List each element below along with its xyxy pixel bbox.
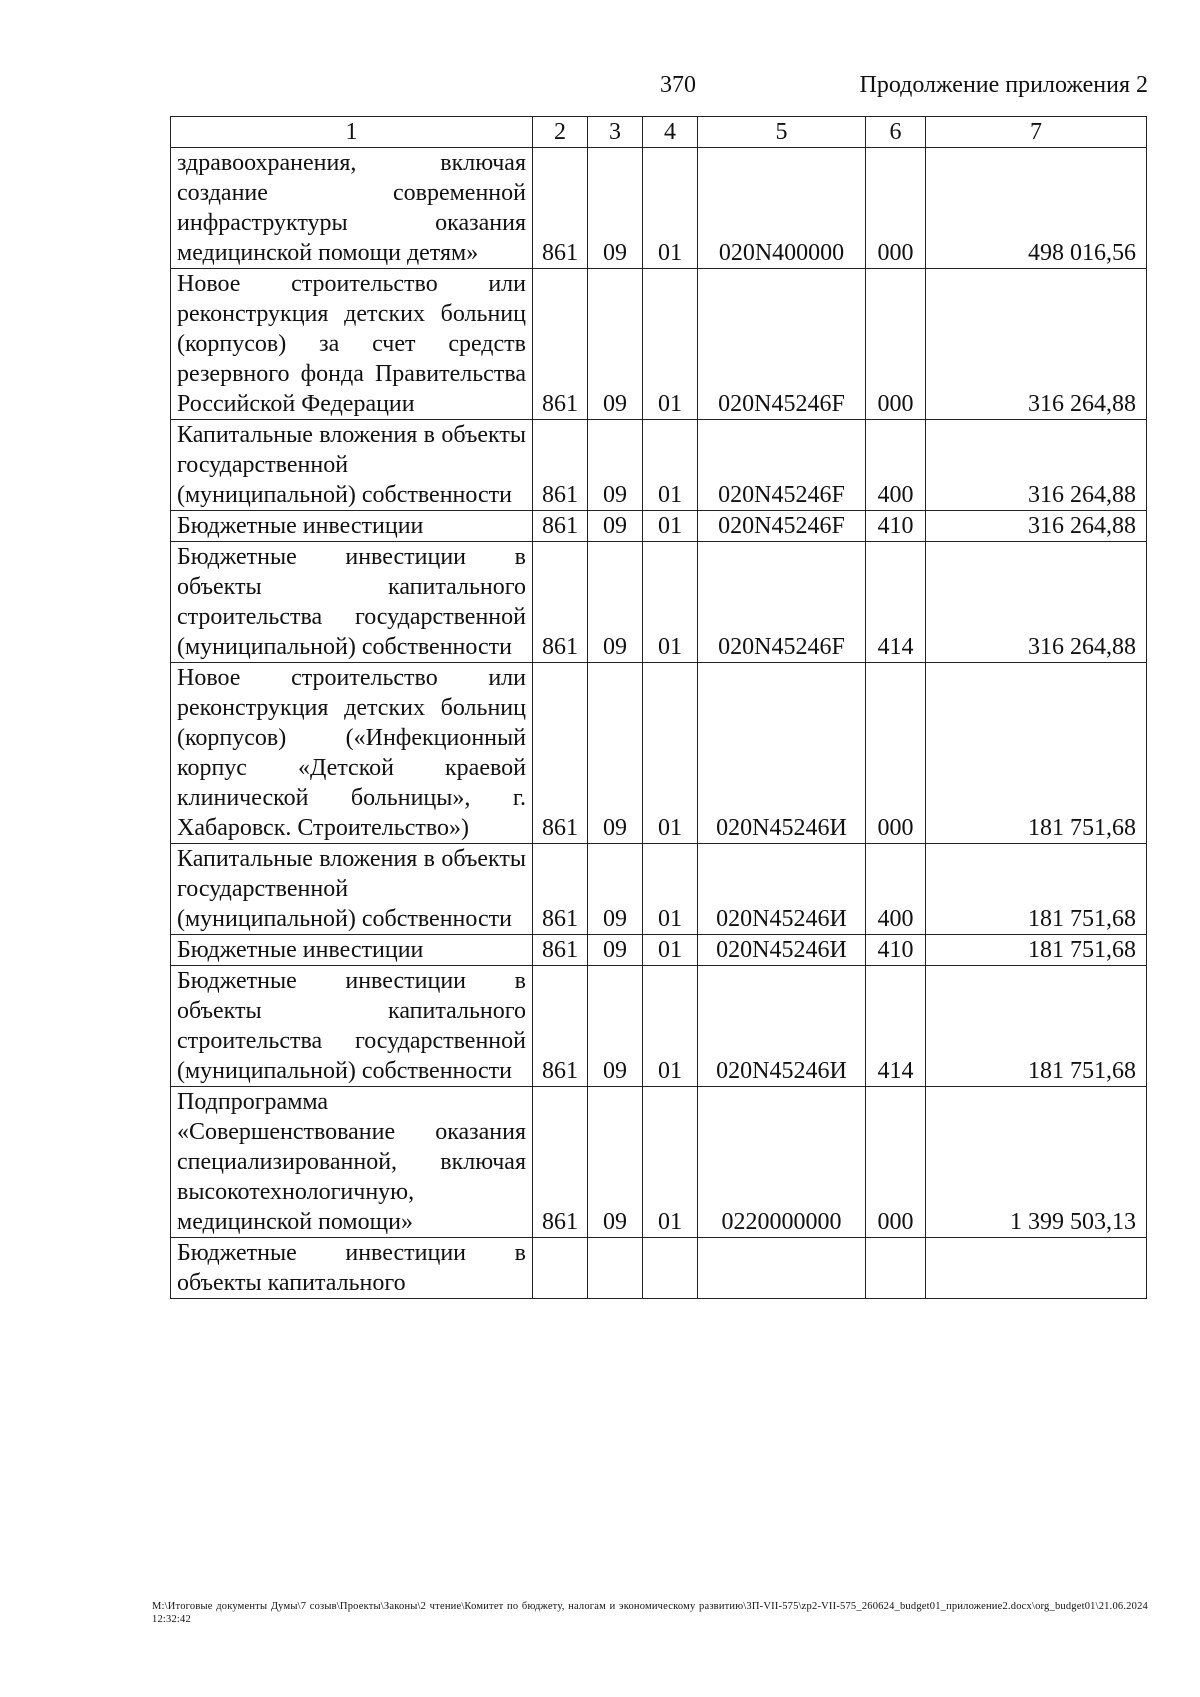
row-section-code: 09	[588, 663, 643, 844]
row-expense-type: 400	[866, 844, 926, 935]
row-expense-type: 000	[866, 1087, 926, 1238]
column-header: 1	[171, 117, 533, 148]
row-amount: 498 016,56	[926, 148, 1147, 269]
row-ministry-code: 861	[533, 966, 588, 1087]
row-amount: 316 264,88	[926, 420, 1147, 511]
row-amount: 181 751,68	[926, 966, 1147, 1087]
row-section-code: 09	[588, 420, 643, 511]
row-amount: 316 264,88	[926, 511, 1147, 542]
row-expense-type: 414	[866, 542, 926, 663]
row-description: Капитальные вложения в объекты государственной (муниципальной) собственности	[171, 844, 533, 935]
row-target-article: 020N45246F	[698, 269, 866, 420]
row-subsection-code: 01	[643, 511, 698, 542]
table-row	[171, 1238, 1147, 1299]
column-header: 4	[643, 117, 698, 148]
row-ministry-code: 861	[533, 511, 588, 542]
row-expense-type: 000	[866, 269, 926, 420]
column-header: 3	[588, 117, 643, 148]
row-section-code: 09	[588, 966, 643, 1087]
table-row	[171, 663, 1147, 844]
row-target-article: 020N45246F	[698, 511, 866, 542]
row-amount: 316 264,88	[926, 542, 1147, 663]
row-subsection-code: 01	[643, 935, 698, 966]
row-ministry-code: 861	[533, 420, 588, 511]
row-expense-type: 000	[866, 148, 926, 269]
row-ministry-code: 861	[533, 148, 588, 269]
row-description: Бюджетные инвестиции в объекты капитального строительства государственной (муниципальной) собственности	[171, 966, 533, 1087]
table-row	[171, 966, 1147, 1087]
row-target-article	[698, 1238, 866, 1299]
row-target-article: 0220000000	[698, 1087, 866, 1238]
row-expense-type: 000	[866, 663, 926, 844]
row-subsection-code: 01	[643, 420, 698, 511]
row-description: Капитальные вложения в объекты государственной (муниципальной) собственности	[171, 420, 533, 511]
table-row	[171, 844, 1147, 935]
row-amount: 181 751,68	[926, 935, 1147, 966]
row-amount	[926, 1238, 1147, 1299]
row-ministry-code	[533, 1238, 588, 1299]
row-ministry-code: 861	[533, 844, 588, 935]
column-header: 6	[866, 117, 926, 148]
table-row	[171, 420, 1147, 511]
row-subsection-code: 01	[643, 269, 698, 420]
footer-file-path: M:\Итоговые документы Думы\7 созыв\Проекты\Законы\2 чтение\Комитет по бюджету, налогам и экономическому развитию\3П-VII-575\zp2-VII-575_260624_budget01_приложение2.docx\org_budget01\21.06.2024 12:32:42	[152, 1601, 1148, 1625]
table-row	[171, 511, 1147, 542]
row-section-code: 09	[588, 269, 643, 420]
row-description: Бюджетные инвестиции в объекты капитального строительства государственной (муниципальной) собственности	[171, 542, 533, 663]
row-target-article: 020N400000	[698, 148, 866, 269]
row-description: Бюджетные инвестиции	[171, 935, 533, 966]
row-amount: 316 264,88	[926, 269, 1147, 420]
budget-table	[170, 116, 1147, 1299]
column-header: 5	[698, 117, 866, 148]
row-subsection-code: 01	[643, 148, 698, 269]
table-row	[171, 148, 1147, 269]
row-section-code	[588, 1238, 643, 1299]
column-header: 7	[926, 117, 1147, 148]
row-expense-type	[866, 1238, 926, 1299]
row-amount: 181 751,68	[926, 844, 1147, 935]
row-subsection-code	[643, 1238, 698, 1299]
row-subsection-code: 01	[643, 542, 698, 663]
row-description: Бюджетные инвестиции	[171, 511, 533, 542]
row-target-article: 020N45246И	[698, 844, 866, 935]
row-subsection-code: 01	[643, 966, 698, 1087]
row-target-article: 020N45246И	[698, 935, 866, 966]
row-description: Новое строительство или реконструкция детских больниц (корпусов) за счет средств резервного фонда Правительства Российской Федерации	[171, 269, 533, 420]
row-expense-type: 414	[866, 966, 926, 1087]
row-section-code: 09	[588, 844, 643, 935]
row-ministry-code: 861	[533, 269, 588, 420]
row-section-code: 09	[588, 511, 643, 542]
table-header-row	[171, 117, 1147, 148]
row-amount: 181 751,68	[926, 663, 1147, 844]
row-expense-type: 400	[866, 420, 926, 511]
row-section-code: 09	[588, 1087, 643, 1238]
row-target-article: 020N45246И	[698, 966, 866, 1087]
row-target-article: 020N45246F	[698, 542, 866, 663]
row-ministry-code: 861	[533, 935, 588, 966]
table-row	[171, 1087, 1147, 1238]
column-header: 2	[533, 117, 588, 148]
row-expense-type: 410	[866, 935, 926, 966]
table-row	[171, 269, 1147, 420]
row-target-article: 020N45246F	[698, 420, 866, 511]
row-amount: 1 399 503,13	[926, 1087, 1147, 1238]
row-ministry-code: 861	[533, 1087, 588, 1238]
table-body	[171, 148, 1147, 1299]
row-subsection-code: 01	[643, 1087, 698, 1238]
row-description: здравоохранения, включая создание современной инфраструктуры оказания медицинской помощи детям»	[171, 148, 533, 269]
row-ministry-code: 861	[533, 542, 588, 663]
row-section-code: 09	[588, 148, 643, 269]
page-number: 370	[660, 72, 696, 98]
row-description: Подпрограмма «Совершенствование оказания специализированной, включая высокотехнологичную, медицинской помощи»	[171, 1087, 533, 1238]
row-description: Бюджетные инвестиции в объекты капитального	[171, 1238, 533, 1299]
row-description: Новое строительство или реконструкция детских больниц (корпусов) («Инфекционный корпус «Детской краевой клинической больницы», г. Хабаровск. Строительство»)	[171, 663, 533, 844]
row-ministry-code: 861	[533, 663, 588, 844]
table-row	[171, 935, 1147, 966]
continuation-label: Продолжение приложения 2	[859, 72, 1148, 98]
row-target-article: 020N45246И	[698, 663, 866, 844]
row-expense-type: 410	[866, 511, 926, 542]
table-row	[171, 542, 1147, 663]
row-subsection-code: 01	[643, 844, 698, 935]
row-section-code: 09	[588, 935, 643, 966]
row-section-code: 09	[588, 542, 643, 663]
row-subsection-code: 01	[643, 663, 698, 844]
